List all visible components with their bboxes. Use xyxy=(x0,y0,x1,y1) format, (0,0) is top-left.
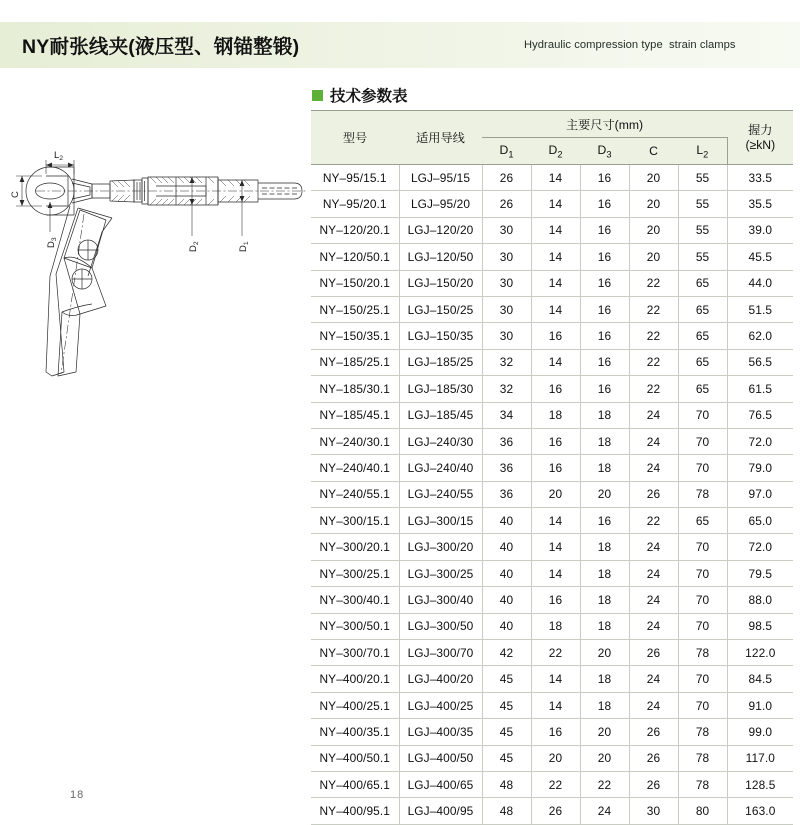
cell-conductor: LGJ–240/40 xyxy=(399,455,482,481)
page-header-banner xyxy=(0,22,800,68)
cell-d2: 14 xyxy=(531,534,580,560)
cell-l2: 55 xyxy=(678,244,727,270)
table-row xyxy=(311,560,793,586)
dimension-label-c: C xyxy=(10,191,21,198)
cell-d1: 26 xyxy=(482,165,531,191)
cell-c: 26 xyxy=(629,640,678,666)
header-d2: $D_2$ xyxy=(531,138,580,165)
cell-model: NY–400/95.1 xyxy=(311,798,399,824)
cell-model: NY–300/25.1 xyxy=(311,560,399,586)
cell-l2: 70 xyxy=(678,692,727,718)
cell-grip: 45.5 xyxy=(727,244,793,270)
cell-d1: 40 xyxy=(482,534,531,560)
cell-d1: 30 xyxy=(482,270,531,296)
cell-model: NY–400/25.1 xyxy=(311,692,399,718)
cell-grip: 33.5 xyxy=(727,165,793,191)
cell-l2: 70 xyxy=(678,587,727,613)
table-row xyxy=(311,191,793,217)
cell-d1: 32 xyxy=(482,349,531,375)
cell-grip: 72.0 xyxy=(727,428,793,454)
cell-model: NY–185/25.1 xyxy=(311,349,399,375)
cell-d1: 40 xyxy=(482,613,531,639)
cell-model: NY–120/20.1 xyxy=(311,217,399,243)
cell-model: NY–240/55.1 xyxy=(311,481,399,507)
cell-d3: 18 xyxy=(580,560,629,586)
cell-d2: 22 xyxy=(531,640,580,666)
cell-d3: 20 xyxy=(580,481,629,507)
cell-d3: 16 xyxy=(580,296,629,322)
cell-d2: 20 xyxy=(531,745,580,771)
header-model: 型号 xyxy=(311,111,399,165)
dimension-label-d1: $D_1$ xyxy=(238,241,250,252)
cell-d2: 14 xyxy=(531,296,580,322)
cell-d3: 16 xyxy=(580,270,629,296)
cell-d3: 18 xyxy=(580,534,629,560)
cell-l2: 70 xyxy=(678,613,727,639)
section-heading xyxy=(312,84,408,106)
cell-d1: 45 xyxy=(482,745,531,771)
cell-grip: 88.0 xyxy=(727,587,793,613)
cell-conductor: LGJ–400/65 xyxy=(399,771,482,797)
cell-d3: 16 xyxy=(580,376,629,402)
table-row xyxy=(311,296,793,322)
cell-grip: 51.5 xyxy=(727,296,793,322)
cell-d3: 18 xyxy=(580,587,629,613)
table-row xyxy=(311,613,793,639)
cell-d2: 16 xyxy=(531,376,580,402)
cell-c: 20 xyxy=(629,244,678,270)
cell-l2: 65 xyxy=(678,270,727,296)
cell-model: NY–300/40.1 xyxy=(311,587,399,613)
cell-d3: 20 xyxy=(580,719,629,745)
cell-c: 22 xyxy=(629,349,678,375)
cell-d2: 14 xyxy=(531,508,580,534)
cell-model: NY–400/50.1 xyxy=(311,745,399,771)
cell-grip: 79.5 xyxy=(727,560,793,586)
cell-d1: 36 xyxy=(482,481,531,507)
table-row xyxy=(311,745,793,771)
header-conductor: 适用导线 xyxy=(399,111,482,165)
table-row xyxy=(311,481,793,507)
cell-grip: 76.5 xyxy=(727,402,793,428)
cell-conductor: LGJ–300/40 xyxy=(399,587,482,613)
cell-l2: 78 xyxy=(678,481,727,507)
cell-d1: 32 xyxy=(482,376,531,402)
cell-grip: 62.0 xyxy=(727,323,793,349)
cell-c: 22 xyxy=(629,508,678,534)
header-grip-force-line1: 握力 xyxy=(748,123,773,138)
cell-grip: 56.5 xyxy=(727,349,793,375)
cell-d3: 16 xyxy=(580,244,629,270)
cell-c: 24 xyxy=(629,692,678,718)
cell-model: NY–300/20.1 xyxy=(311,534,399,560)
cell-c: 26 xyxy=(629,481,678,507)
cell-d3: 22 xyxy=(580,771,629,797)
cell-l2: 78 xyxy=(678,771,727,797)
cell-grip: 61.5 xyxy=(727,376,793,402)
table-row xyxy=(311,455,793,481)
cell-grip: 39.0 xyxy=(727,217,793,243)
dimension-label-l2: $L_2$ xyxy=(54,150,64,162)
cell-grip: 84.5 xyxy=(727,666,793,692)
cell-d3: 16 xyxy=(580,165,629,191)
cell-c: 24 xyxy=(629,666,678,692)
cell-conductor: LGJ–400/20 xyxy=(399,666,482,692)
cell-conductor: LGJ–185/30 xyxy=(399,376,482,402)
table-row xyxy=(311,798,793,824)
cell-conductor: LGJ–300/20 xyxy=(399,534,482,560)
cell-d2: 16 xyxy=(531,455,580,481)
cell-conductor: LGJ–95/15 xyxy=(399,165,482,191)
cell-d1: 30 xyxy=(482,244,531,270)
square-bullet-icon xyxy=(312,90,323,101)
cell-d2: 14 xyxy=(531,349,580,375)
cell-d2: 14 xyxy=(531,270,580,296)
cell-d2: 18 xyxy=(531,402,580,428)
header-d1: $D_1$ xyxy=(482,138,531,165)
cell-l2: 55 xyxy=(678,191,727,217)
cell-l2: 70 xyxy=(678,428,727,454)
cell-d3: 18 xyxy=(580,455,629,481)
cell-conductor: LGJ–120/50 xyxy=(399,244,482,270)
cell-d1: 40 xyxy=(482,587,531,613)
cell-l2: 65 xyxy=(678,323,727,349)
cell-d3: 18 xyxy=(580,666,629,692)
table-row xyxy=(311,270,793,296)
cell-d3: 16 xyxy=(580,191,629,217)
cell-c: 22 xyxy=(629,323,678,349)
cell-model: NY–400/65.1 xyxy=(311,771,399,797)
cell-c: 26 xyxy=(629,745,678,771)
cell-c: 22 xyxy=(629,296,678,322)
page-subtitle-english: Hydraulic compression type strain clamps xyxy=(524,39,736,51)
cell-d1: 36 xyxy=(482,455,531,481)
cell-grip: 97.0 xyxy=(727,481,793,507)
cell-d3: 18 xyxy=(580,613,629,639)
cell-model: NY–95/20.1 xyxy=(311,191,399,217)
cell-d1: 48 xyxy=(482,798,531,824)
cell-grip: 98.5 xyxy=(727,613,793,639)
cell-model: NY–185/45.1 xyxy=(311,402,399,428)
cell-c: 26 xyxy=(629,719,678,745)
cell-conductor: LGJ–150/35 xyxy=(399,323,482,349)
cell-l2: 65 xyxy=(678,349,727,375)
cell-d2: 14 xyxy=(531,165,580,191)
cell-c: 24 xyxy=(629,455,678,481)
cell-grip: 35.5 xyxy=(727,191,793,217)
cell-model: NY–240/40.1 xyxy=(311,455,399,481)
cell-d2: 16 xyxy=(531,587,580,613)
cell-d2: 14 xyxy=(531,244,580,270)
cell-conductor: LGJ–300/15 xyxy=(399,508,482,534)
cell-d2: 14 xyxy=(531,217,580,243)
cell-d1: 42 xyxy=(482,640,531,666)
cell-conductor: LGJ–400/25 xyxy=(399,692,482,718)
cell-l2: 78 xyxy=(678,745,727,771)
cell-c: 30 xyxy=(629,798,678,824)
cell-d1: 36 xyxy=(482,428,531,454)
cell-d3: 16 xyxy=(580,323,629,349)
cell-d3: 18 xyxy=(580,428,629,454)
cell-d2: 26 xyxy=(531,798,580,824)
cell-d1: 45 xyxy=(482,666,531,692)
table-row xyxy=(311,534,793,560)
table-body xyxy=(311,165,793,825)
table-row xyxy=(311,349,793,375)
cell-d2: 14 xyxy=(531,666,580,692)
cell-grip: 99.0 xyxy=(727,719,793,745)
cell-l2: 70 xyxy=(678,534,727,560)
cell-model: NY–95/15.1 xyxy=(311,165,399,191)
cell-c: 24 xyxy=(629,534,678,560)
cell-conductor: LGJ–400/50 xyxy=(399,745,482,771)
cell-d2: 18 xyxy=(531,613,580,639)
cell-conductor: LGJ–185/25 xyxy=(399,349,482,375)
header-c: C xyxy=(629,138,678,165)
cell-c: 24 xyxy=(629,402,678,428)
cell-l2: 70 xyxy=(678,455,727,481)
cell-d1: 30 xyxy=(482,296,531,322)
cell-model: NY–400/20.1 xyxy=(311,666,399,692)
cell-model: NY–300/70.1 xyxy=(311,640,399,666)
cell-l2: 70 xyxy=(678,666,727,692)
cell-c: 22 xyxy=(629,270,678,296)
page-title: NY耐张线夹(液压型、钢锚整锻) xyxy=(22,36,300,58)
table-row xyxy=(311,323,793,349)
cell-d3: 16 xyxy=(580,217,629,243)
cell-d3: 16 xyxy=(580,349,629,375)
table-row xyxy=(311,217,793,243)
cell-d2: 22 xyxy=(531,771,580,797)
cell-l2: 80 xyxy=(678,798,727,824)
dimension-label-d3: $D_3$ xyxy=(46,237,58,248)
cell-d3: 16 xyxy=(580,508,629,534)
cell-c: 20 xyxy=(629,217,678,243)
header-grip-force-line2: (≥kN) xyxy=(745,137,776,152)
cell-c: 24 xyxy=(629,560,678,586)
header-grip-force xyxy=(727,111,793,165)
cell-grip: 44.0 xyxy=(727,270,793,296)
cell-conductor: LGJ–400/95 xyxy=(399,798,482,824)
cell-model: NY–150/20.1 xyxy=(311,270,399,296)
cell-conductor: LGJ–240/30 xyxy=(399,428,482,454)
table-row xyxy=(311,165,793,191)
table-row xyxy=(311,666,793,692)
cell-c: 22 xyxy=(629,376,678,402)
cell-l2: 78 xyxy=(678,640,727,666)
cell-model: NY–300/50.1 xyxy=(311,613,399,639)
cell-c: 26 xyxy=(629,771,678,797)
cell-d3: 24 xyxy=(580,798,629,824)
cell-model: NY–185/30.1 xyxy=(311,376,399,402)
cell-d1: 48 xyxy=(482,771,531,797)
cell-d1: 26 xyxy=(482,191,531,217)
cell-l2: 55 xyxy=(678,217,727,243)
cell-c: 20 xyxy=(629,165,678,191)
cell-c: 24 xyxy=(629,428,678,454)
section-heading-label: 技术参数表 xyxy=(330,88,408,105)
header-d3: $D_3$ xyxy=(580,138,629,165)
cell-d1: 45 xyxy=(482,692,531,718)
cell-model: NY–120/50.1 xyxy=(311,244,399,270)
cell-model: NY–300/15.1 xyxy=(311,508,399,534)
cell-grip: 128.5 xyxy=(727,771,793,797)
cell-grip: 163.0 xyxy=(727,798,793,824)
cell-d2: 16 xyxy=(531,428,580,454)
table-row xyxy=(311,376,793,402)
cell-l2: 78 xyxy=(678,719,727,745)
cell-grip: 79.0 xyxy=(727,455,793,481)
technical-parameters-table xyxy=(311,110,793,825)
cell-grip: 122.0 xyxy=(727,640,793,666)
cell-l2: 65 xyxy=(678,376,727,402)
table-row xyxy=(311,771,793,797)
cell-d3: 18 xyxy=(580,692,629,718)
cell-c: 20 xyxy=(629,191,678,217)
cell-l2: 55 xyxy=(678,165,727,191)
table-row xyxy=(311,719,793,745)
cell-conductor: LGJ–150/25 xyxy=(399,296,482,322)
cell-d1: 34 xyxy=(482,402,531,428)
cell-grip: 91.0 xyxy=(727,692,793,718)
cell-d3: 20 xyxy=(580,745,629,771)
cell-l2: 65 xyxy=(678,296,727,322)
cell-c: 24 xyxy=(629,587,678,613)
cell-d2: 20 xyxy=(531,481,580,507)
table-row xyxy=(311,508,793,534)
strain-clamp-assembly-drawing xyxy=(6,136,316,411)
table-row xyxy=(311,587,793,613)
header-main-dimensions: 主要尺寸(mm) xyxy=(482,111,727,138)
table-row xyxy=(311,402,793,428)
cell-conductor: LGJ–300/25 xyxy=(399,560,482,586)
table-row xyxy=(311,692,793,718)
cell-d1: 45 xyxy=(482,719,531,745)
cell-grip: 65.0 xyxy=(727,508,793,534)
cell-conductor: LGJ–185/45 xyxy=(399,402,482,428)
table-row xyxy=(311,244,793,270)
cell-d1: 40 xyxy=(482,508,531,534)
cell-conductor: LGJ–300/50 xyxy=(399,613,482,639)
dimension-label-d2: $D_2$ xyxy=(188,241,200,252)
cell-l2: 70 xyxy=(678,402,727,428)
cell-l2: 70 xyxy=(678,560,727,586)
cell-conductor: LGJ–150/20 xyxy=(399,270,482,296)
cell-conductor: LGJ–95/20 xyxy=(399,191,482,217)
cell-conductor: LGJ–240/55 xyxy=(399,481,482,507)
cell-d2: 14 xyxy=(531,560,580,586)
cell-model: NY–400/35.1 xyxy=(311,719,399,745)
cell-grip: 117.0 xyxy=(727,745,793,771)
cell-d2: 14 xyxy=(531,191,580,217)
cell-d3: 20 xyxy=(580,640,629,666)
cell-d1: 30 xyxy=(482,323,531,349)
cell-d3: 18 xyxy=(580,402,629,428)
cell-conductor: LGJ–400/35 xyxy=(399,719,482,745)
cell-d1: 30 xyxy=(482,217,531,243)
header-l2: $L_2$ xyxy=(678,138,727,165)
cell-d2: 14 xyxy=(531,692,580,718)
cell-d2: 16 xyxy=(531,719,580,745)
cell-d2: 16 xyxy=(531,323,580,349)
table-row xyxy=(311,428,793,454)
cell-l2: 65 xyxy=(678,508,727,534)
cell-grip: 72.0 xyxy=(727,534,793,560)
cell-conductor: LGJ–300/70 xyxy=(399,640,482,666)
cell-model: NY–240/30.1 xyxy=(311,428,399,454)
cell-conductor: LGJ–120/20 xyxy=(399,217,482,243)
table-row xyxy=(311,640,793,666)
cell-d1: 40 xyxy=(482,560,531,586)
page-number: 18 xyxy=(70,789,85,800)
cell-model: NY–150/25.1 xyxy=(311,296,399,322)
cell-model: NY–150/35.1 xyxy=(311,323,399,349)
cell-c: 24 xyxy=(629,613,678,639)
